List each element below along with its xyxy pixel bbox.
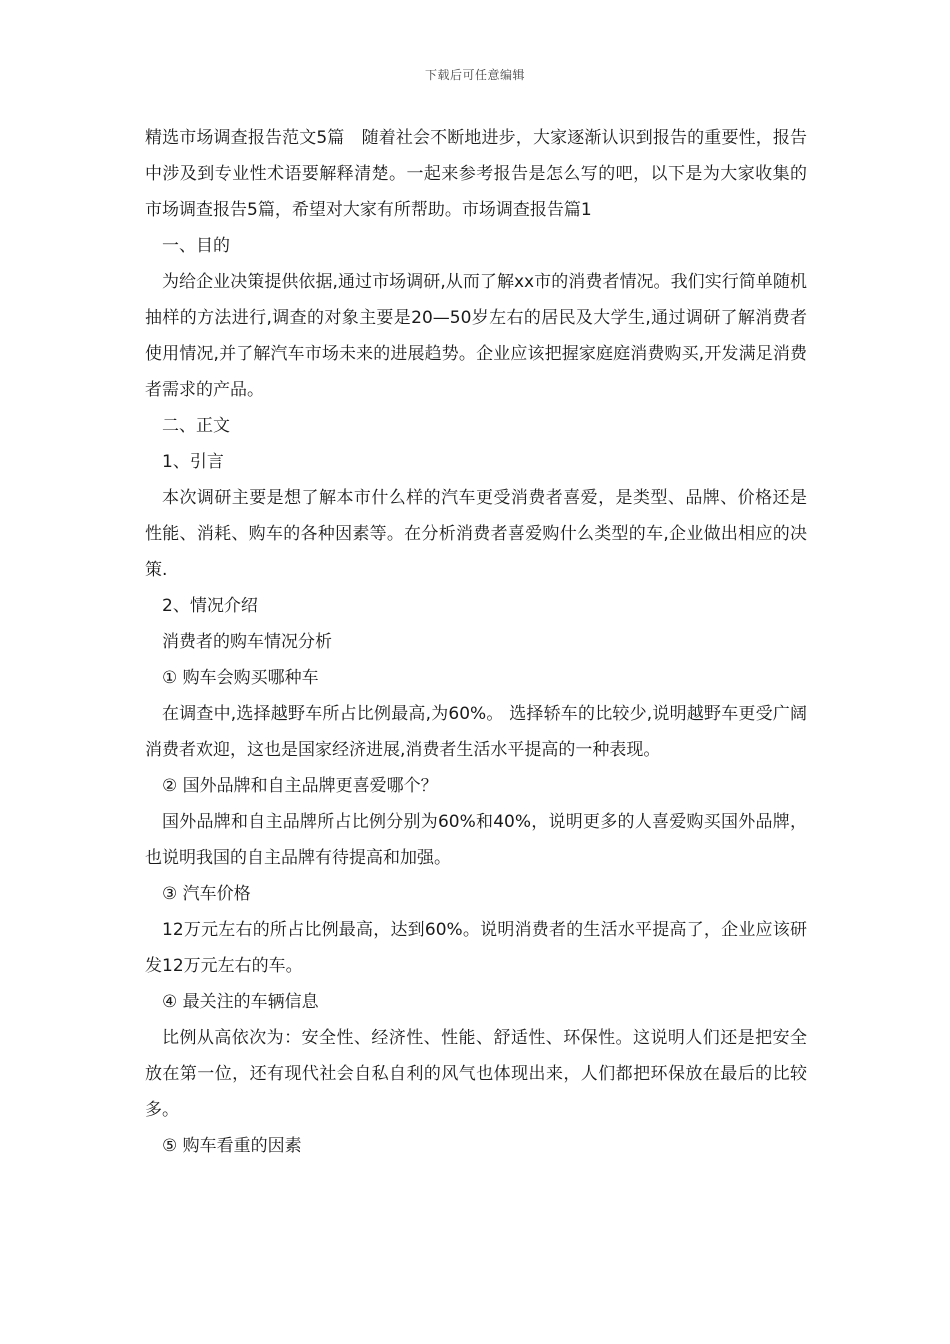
question-1-paragraph: 在调查中,选择越野车所占比例最高,为60%。 选择轿车的比较少,说明越野车更受广阔消费者欢迎，这也是国家经济进展,消费者生活水平提高的一种表现。	[145, 704, 807, 760]
intro-paragraph: 精选市场调查报告范文5篇 随着社会不断地进步，大家逐渐认识到报告的重要性，报告中涉及到专业性术语要解释清楚。一起来参考报告是怎么写的吧，以下是为大家收集的市场调查报告5篇，希望对大家有所帮助。市场调查报告篇1	[145, 128, 807, 220]
question-2-heading: ② 国外品牌和自主品牌更喜爱哪个？	[162, 776, 438, 796]
section-heading-purpose: 一、目的	[162, 236, 230, 256]
question-1-heading: ① 购车会购买哪种车	[162, 668, 319, 688]
purpose-paragraph: 为给企业决策提供依据,通过市场调研,从而了解xx市的消费者情况。我们实行简单随机抽样的方法进行,调查的对象主要是20—50岁左右的居民及大学生,通过调研了解消费者使用情况,并了解汽车市场未来的进展趋势。企业应该把握家庭庭消费购买,开发满足消费者需求的产品。	[145, 272, 807, 400]
section-heading-body: 二、正文	[162, 416, 230, 436]
subheading-situation: 2、情况介绍	[162, 596, 258, 616]
question-3-heading: ③ 汽车价格	[162, 884, 251, 904]
subheading-introduction: 1、引言	[162, 452, 224, 472]
document-body	[145, 120, 807, 1164]
page-header: 下载后可任意编辑	[424, 68, 525, 82]
introduction-paragraph: 本次调研主要是想了解本市什么样的汽车更受消费者喜爱，是类型、品牌、价格还是性能、消耗、购车的各种因素等。在分析消费者喜爱购什么类型的车,企业做出相应的决策.	[145, 488, 807, 580]
question-3-paragraph: 12万元左右的所占比例最高，达到60%。说明消费者的生活水平提高了，企业应该研发12万元左右的车。	[145, 920, 807, 976]
question-4-heading: ④ 最关注的车辆信息	[162, 992, 319, 1012]
question-2-paragraph: 国外品牌和自主品牌所占比例分别为60%和40%，说明更多的人喜爱购买国外品牌，也说明我国的自主品牌有待提高和加强。	[145, 812, 807, 868]
question-4-paragraph: 比例从高依次为：安全性、经济性、性能、舒适性、环保性。这说明人们还是把安全放在第一位，还有现代社会自私自利的风气也体现出来，人们都把环保放在最后的比较多。	[145, 1028, 807, 1120]
question-5-heading: ⑤ 购车看重的因素	[162, 1136, 302, 1156]
analysis-heading: 消费者的购车情况分析	[162, 632, 332, 652]
